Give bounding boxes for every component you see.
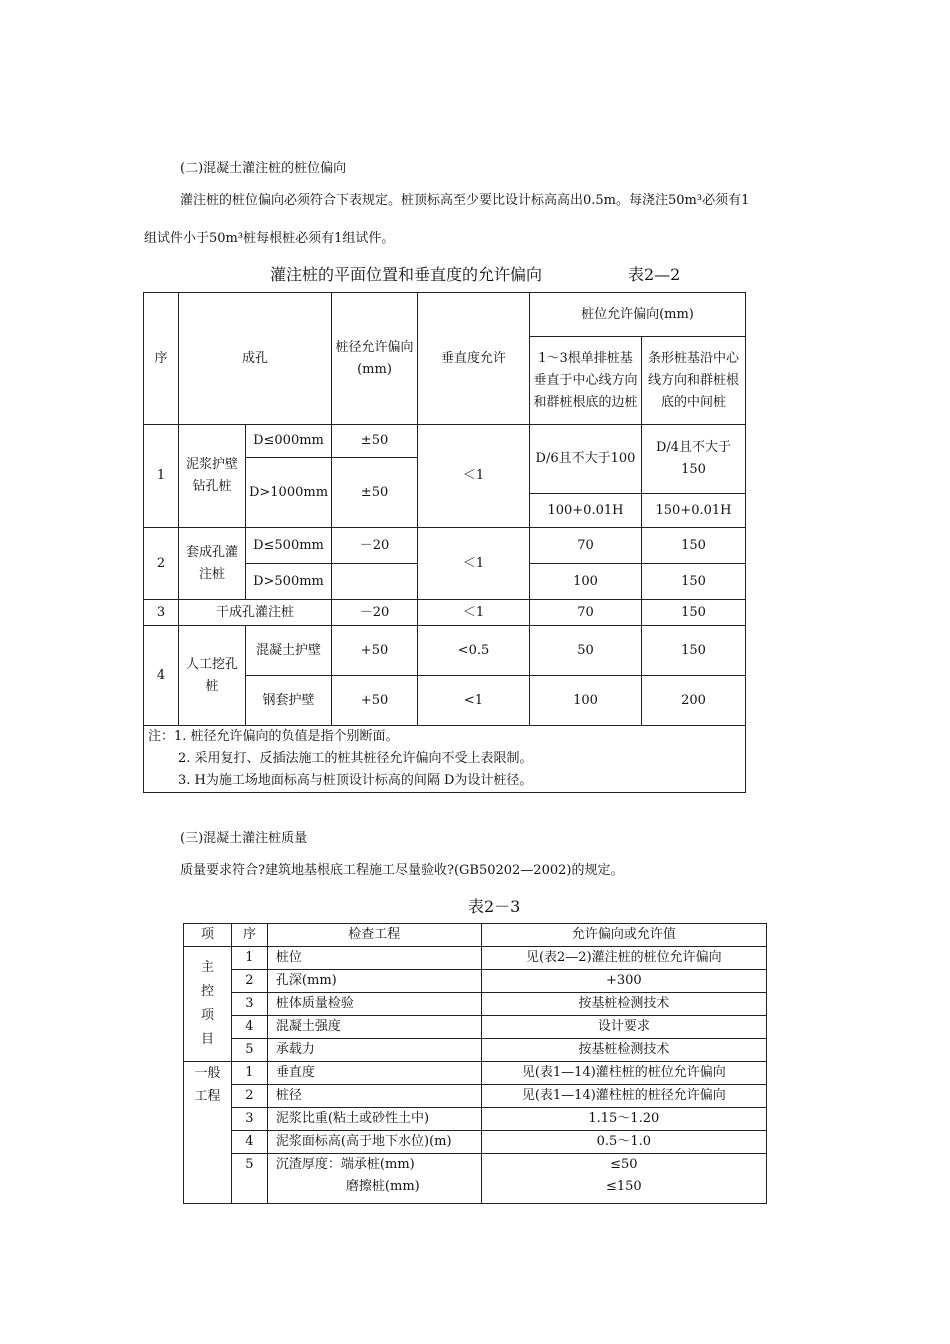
table-notes bbox=[144, 726, 746, 793]
row-method: 套成孔灌注桩 bbox=[178, 528, 245, 600]
value-line: ≤150 bbox=[605, 1179, 642, 1194]
row-diameter-range: 钢套护壁 bbox=[245, 676, 331, 726]
row-check: 孔深(mm) bbox=[267, 970, 481, 993]
row-check: 桩位 bbox=[267, 947, 481, 970]
row-check: 承载力 bbox=[267, 1039, 481, 1062]
row-position-middle: 150 bbox=[641, 564, 745, 600]
quality-table bbox=[183, 923, 767, 1204]
row-method: 人工挖孔桩 bbox=[178, 626, 245, 726]
note-line: 3. H为施工场地面标高与桩顶设计标高的间隔 D为设计桩径。 bbox=[178, 773, 533, 788]
row-check: 垂直度 bbox=[267, 1062, 481, 1085]
row-position-middle: 200 bbox=[641, 676, 745, 726]
note-line: 注：1. 桩径允许偏向的负值是指个别断面。 bbox=[148, 729, 399, 744]
header-vertical: 垂直度允许 bbox=[418, 293, 530, 425]
row-position-edge: 50 bbox=[529, 626, 641, 676]
header-seq: 序 bbox=[231, 924, 267, 947]
paragraph-line: 灌注桩的桩位偏向必须符合下表规定。桩顶标高至少要比设计标高高出0.5m。每浇注50m³必须有1 bbox=[180, 193, 750, 208]
row-position-edge: 70 bbox=[529, 528, 641, 564]
value-line: ≤50 bbox=[610, 1157, 638, 1172]
section-heading: (二)混凝土灌注桩的桩位偏向 bbox=[180, 161, 347, 176]
row-seq: 2 bbox=[231, 1085, 267, 1108]
row-diameter-tolerance: +50 bbox=[332, 676, 418, 726]
paragraph-line: 质量要求符合?建筑地基根底工程施工尽量验收?(GB50202—2002)的规定。 bbox=[180, 863, 624, 878]
row-value: 0.5～1.0 bbox=[481, 1131, 766, 1154]
group-main-control bbox=[184, 947, 232, 1062]
table-number: 表2—2 bbox=[628, 265, 681, 284]
check-line: 沉渣厚度：端承桩(mm) bbox=[275, 1157, 415, 1172]
row-seq: 4 bbox=[231, 1016, 267, 1039]
check-line: 磨擦桩(mm) bbox=[345, 1179, 420, 1194]
row-seq: 1 bbox=[231, 947, 267, 970]
section-heading: (三)混凝土灌注桩质量 bbox=[180, 831, 308, 846]
row-diameter-tolerance: －20 bbox=[332, 528, 418, 564]
row-diameter-range: D>500mm bbox=[245, 564, 331, 600]
row-seq: 2 bbox=[231, 970, 267, 993]
row-value: 按基桩检测技术 bbox=[481, 1039, 766, 1062]
header-position-middle: 条形桩基沿中心线方向和群桩根底的中间桩 bbox=[641, 337, 745, 425]
row-check: 泥浆面标高(高于地下水位)(m) bbox=[267, 1131, 481, 1154]
row-check bbox=[267, 1154, 481, 1204]
row-diameter-range: D≤500mm bbox=[245, 528, 331, 564]
note-line: 2. 采用复打、反插法施工的桩其桩径允许偏向不受上表限制。 bbox=[178, 751, 533, 766]
row-seq: 5 bbox=[231, 1154, 267, 1204]
row-value: 设计要求 bbox=[481, 1016, 766, 1039]
row-check: 桩径 bbox=[267, 1085, 481, 1108]
row-diameter-tolerance: ±50 bbox=[332, 458, 418, 528]
row-position-middle: 150 bbox=[641, 600, 745, 626]
row-vertical: ＜1 bbox=[418, 528, 530, 600]
row-value: 1.15～1.20 bbox=[481, 1108, 766, 1131]
row-diameter-range: D≤000mm bbox=[245, 425, 331, 458]
row-seq: 2 bbox=[144, 528, 179, 600]
row-position-middle: 150+0.01H bbox=[641, 494, 745, 528]
row-check: 泥浆比重(粘土或砂性土中) bbox=[267, 1108, 481, 1131]
row-diameter-range: 混凝土护壁 bbox=[245, 626, 331, 676]
row-check: 混凝土强度 bbox=[267, 1016, 481, 1039]
row-position-middle: 150 bbox=[641, 528, 745, 564]
header-hole: 成孔 bbox=[178, 293, 331, 425]
row-method: 干成孔灌注桩 bbox=[178, 600, 331, 626]
row-method: 泥浆护壁钻孔桩 bbox=[178, 425, 245, 528]
header-value: 允许偏向或允许值 bbox=[481, 924, 766, 947]
row-seq: 4 bbox=[144, 626, 179, 726]
row-position-middle: D/4且不大于150 bbox=[641, 425, 745, 494]
header-seq: 序 bbox=[144, 293, 179, 425]
header-item: 项 bbox=[184, 924, 232, 947]
table-title: 灌注桩的平面位置和垂直度的允许偏向 bbox=[270, 265, 543, 284]
row-vertical: ＜1 bbox=[418, 600, 530, 626]
row-diameter-tolerance: ±50 bbox=[332, 425, 418, 458]
row-position-edge: 70 bbox=[529, 600, 641, 626]
row-position-edge: D/6且不大于100 bbox=[529, 425, 641, 494]
tolerance-table bbox=[143, 292, 746, 793]
row-value: 按基桩检测技术 bbox=[481, 993, 766, 1016]
table-title: 表2－3 bbox=[468, 897, 521, 916]
row-seq: 4 bbox=[231, 1131, 267, 1154]
group-label: 一般工程 bbox=[194, 1066, 221, 1104]
header-diameter: 桩径允许偏向(mm) bbox=[332, 293, 418, 425]
row-vertical: ＜1 bbox=[418, 425, 530, 528]
row-seq: 3 bbox=[231, 993, 267, 1016]
row-vertical: <0.5 bbox=[418, 626, 530, 676]
row-position-edge: 100 bbox=[529, 676, 641, 726]
group-label: 主控项目 bbox=[200, 960, 214, 1047]
row-check: 桩体质量检验 bbox=[267, 993, 481, 1016]
paragraph-line: 组试件小于50m³桩每根桩必须有1组试件。 bbox=[144, 231, 395, 246]
group-general bbox=[184, 1062, 232, 1204]
row-diameter-tolerance bbox=[332, 564, 418, 600]
header-position-edge: 1～3根单排桩基垂直于中心线方向和群桩根底的边桩 bbox=[529, 337, 641, 425]
row-seq: 3 bbox=[231, 1108, 267, 1131]
row-value: 见(表1—14)灌柱桩的桩位允许偏向 bbox=[481, 1062, 766, 1085]
row-position-middle: 150 bbox=[641, 626, 745, 676]
row-diameter-range: D>1000mm bbox=[245, 458, 331, 528]
row-position-edge: 100 bbox=[529, 564, 641, 600]
header-position: 桩位允许偏向(mm) bbox=[529, 293, 745, 337]
row-value: 见(表2—2)灌注桩的桩位允许偏向 bbox=[481, 947, 766, 970]
row-value: 见(表1—14)灌柱桩的桩径允许偏向 bbox=[481, 1085, 766, 1108]
row-seq: 1 bbox=[231, 1062, 267, 1085]
row-value bbox=[481, 1154, 766, 1204]
row-diameter-tolerance: －20 bbox=[332, 600, 418, 626]
row-seq: 3 bbox=[144, 600, 179, 626]
row-vertical: <1 bbox=[418, 676, 530, 726]
row-diameter-tolerance: +50 bbox=[332, 626, 418, 676]
header-check: 检查工程 bbox=[267, 924, 481, 947]
row-position-edge: 100+0.01H bbox=[529, 494, 641, 528]
row-value: +300 bbox=[481, 970, 766, 993]
row-seq: 1 bbox=[144, 425, 179, 528]
row-seq: 5 bbox=[231, 1039, 267, 1062]
